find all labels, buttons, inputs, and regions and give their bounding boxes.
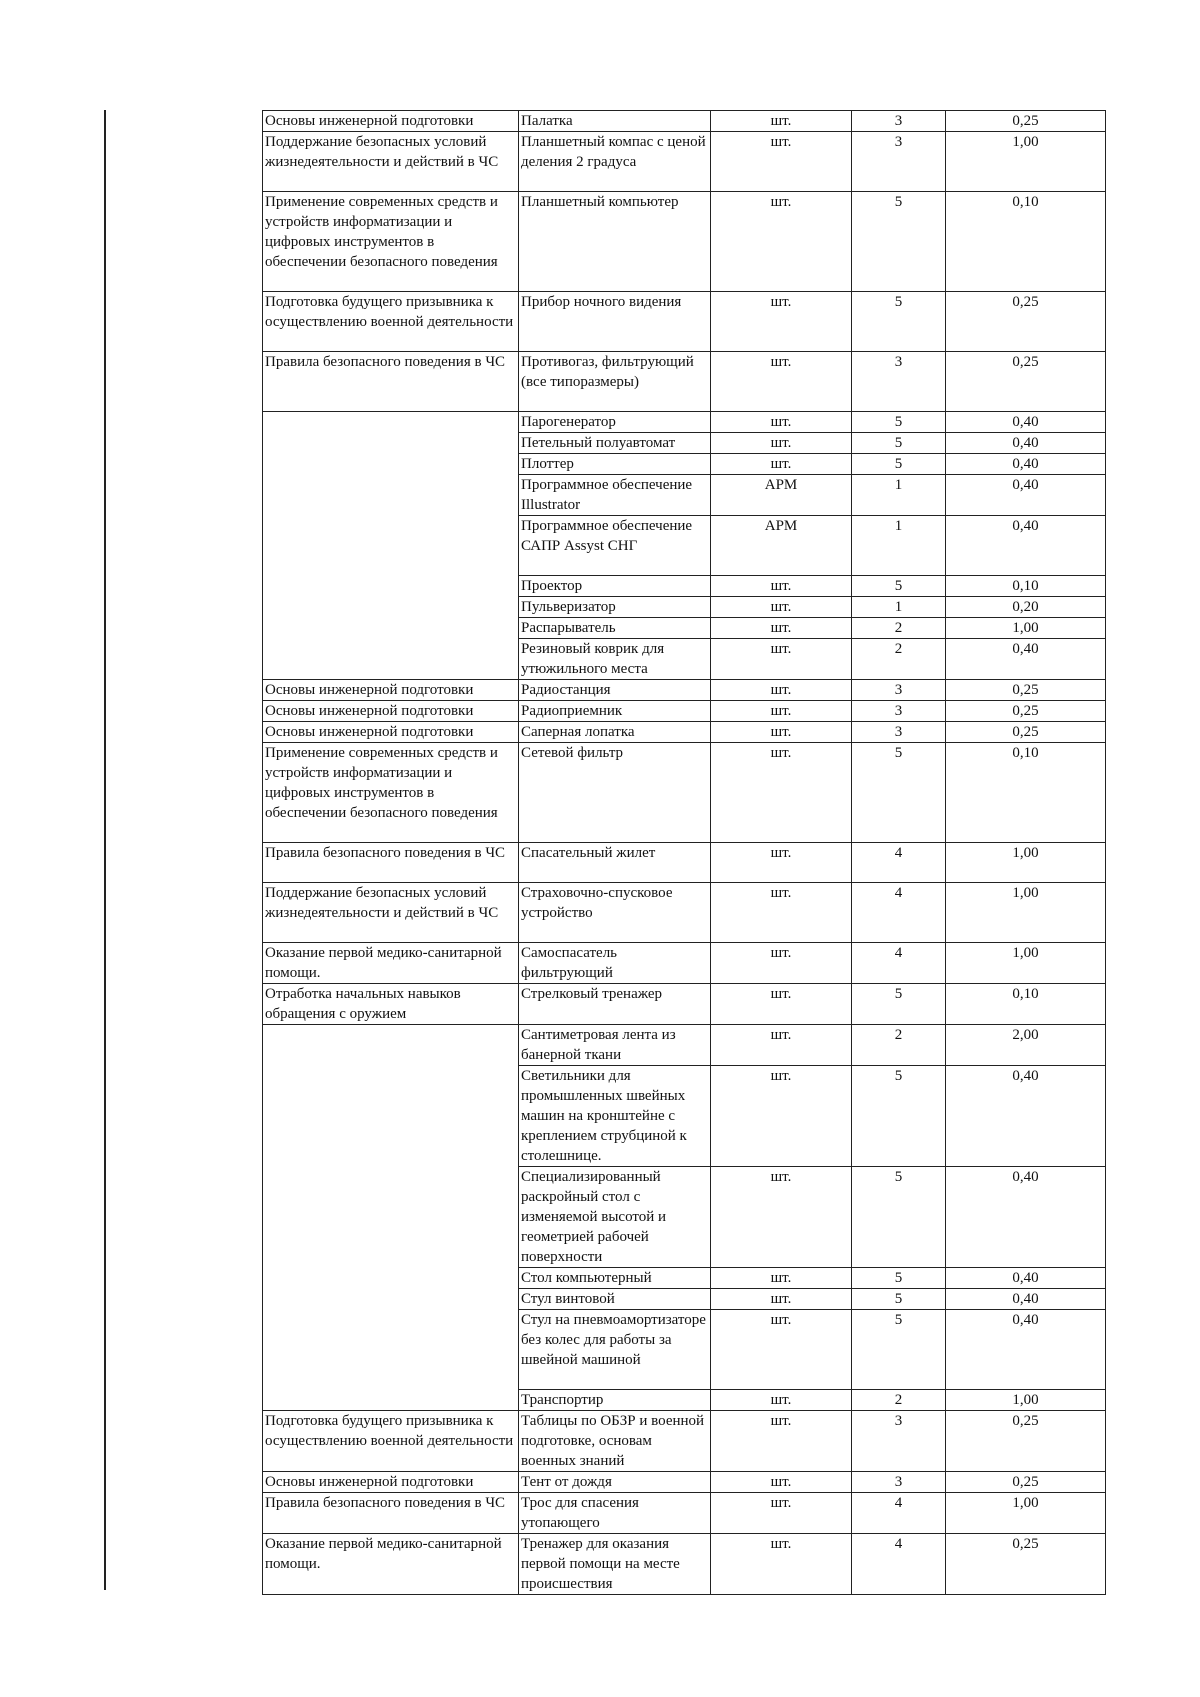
qty-cell: 4 (852, 1493, 946, 1534)
item-cell: Стул на пневмоамортизаторе без колес для работы за швейной машиной (519, 1310, 711, 1390)
unit-cell: шт. (711, 292, 852, 352)
coef-cell: 0,40 (946, 475, 1106, 516)
qty-cell: 3 (852, 1411, 946, 1472)
table-row (263, 1411, 1106, 1472)
qty-cell: 5 (852, 576, 946, 597)
equipment-table (262, 110, 1106, 1595)
topic-cell: Правила безопасного поведения в ЧС (263, 1493, 519, 1534)
item-cell: Трос для спасения утопающего (519, 1493, 711, 1534)
qty-cell: 3 (852, 680, 946, 701)
item-cell: Спасательный жилет (519, 843, 711, 883)
coef-cell: 2,00 (946, 1025, 1106, 1066)
coef-cell: 0,10 (946, 192, 1106, 292)
coef-cell: 1,00 (946, 618, 1106, 639)
table-row (263, 352, 1106, 412)
qty-cell: 4 (852, 883, 946, 943)
qty-cell: 2 (852, 1390, 946, 1411)
qty-cell: 2 (852, 1025, 946, 1066)
coef-cell: 0,40 (946, 1289, 1106, 1310)
qty-cell: 2 (852, 639, 946, 680)
coef-cell: 1,00 (946, 843, 1106, 883)
qty-cell: 3 (852, 132, 946, 192)
coef-cell: 0,25 (946, 722, 1106, 743)
qty-cell: 5 (852, 1310, 946, 1390)
item-cell: Программное обеспечение САПР Assyst СНГ (519, 516, 711, 576)
topic-cell: Отработка начальных навыков обращения с оружием (263, 984, 519, 1025)
unit-cell: шт. (711, 1167, 852, 1268)
table-row (263, 883, 1106, 943)
table-row (263, 1493, 1106, 1534)
table-row (263, 843, 1106, 883)
topic-cell: Правила безопасного поведения в ЧС (263, 843, 519, 883)
coef-cell: 0,25 (946, 701, 1106, 722)
unit-cell: шт. (711, 943, 852, 984)
topic-cell: Подготовка будущего призывника к осуществлению военной деятельности (263, 1411, 519, 1472)
unit-cell: шт. (711, 984, 852, 1025)
topic-cell: Оказание первой медико-санитарной помощи. (263, 1534, 519, 1595)
item-cell: Сетевой фильтр (519, 743, 711, 843)
item-cell: Таблицы по ОБЗР и военной подготовке, основам военных знаний (519, 1411, 711, 1472)
coef-cell: 1,00 (946, 1390, 1106, 1411)
unit-cell: шт. (711, 1310, 852, 1390)
coef-cell: 0,25 (946, 1534, 1106, 1595)
item-cell: Сантиметровая лента из банерной ткани (519, 1025, 711, 1066)
coef-cell: 0,10 (946, 576, 1106, 597)
topic-cell: Применение современных средств и устройств информатизации и цифровых инструментов в обеспечении безопасного поведения (263, 743, 519, 843)
topic-cell: Основы инженерной подготовки (263, 680, 519, 701)
unit-cell: АРМ (711, 516, 852, 576)
topic-cell: Основы инженерной подготовки (263, 722, 519, 743)
coef-cell: 0,40 (946, 412, 1106, 433)
item-cell: Транспортир (519, 1390, 711, 1411)
unit-cell: шт. (711, 1066, 852, 1167)
unit-cell: шт. (711, 1289, 852, 1310)
unit-cell: шт. (711, 722, 852, 743)
qty-cell: 5 (852, 433, 946, 454)
unit-cell: шт. (711, 701, 852, 722)
table-row (263, 292, 1106, 352)
item-cell: Парогенератор (519, 412, 711, 433)
qty-cell: 3 (852, 701, 946, 722)
coef-cell: 0,40 (946, 1268, 1106, 1289)
topic-cell: Поддержание безопасных условий жизнедеятельности и действий в ЧС (263, 883, 519, 943)
item-cell: Резиновый коврик для утюжильного места (519, 639, 711, 680)
coef-cell: 0,40 (946, 1066, 1106, 1167)
coef-cell: 0,20 (946, 597, 1106, 618)
qty-cell: 4 (852, 843, 946, 883)
qty-cell: 5 (852, 192, 946, 292)
margin-line (104, 110, 106, 1590)
qty-cell: 5 (852, 454, 946, 475)
item-cell: Пульверизатор (519, 597, 711, 618)
unit-cell: шт. (711, 454, 852, 475)
item-cell: Саперная лопатка (519, 722, 711, 743)
unit-cell: шт. (711, 352, 852, 412)
item-cell: Планшетный компас с ценой деления 2 градуса (519, 132, 711, 192)
table-row (263, 943, 1106, 984)
topic-cell: Основы инженерной подготовки (263, 1472, 519, 1493)
qty-cell: 2 (852, 618, 946, 639)
item-cell: Распарыватель (519, 618, 711, 639)
coef-cell: 0,25 (946, 680, 1106, 701)
coef-cell: 0,25 (946, 111, 1106, 132)
unit-cell: шт. (711, 680, 852, 701)
item-cell: Петельный полуавтомат (519, 433, 711, 454)
unit-cell: шт. (711, 576, 852, 597)
coef-cell: 1,00 (946, 883, 1106, 943)
qty-cell: 5 (852, 984, 946, 1025)
table-row (263, 743, 1106, 843)
coef-cell: 1,00 (946, 1493, 1106, 1534)
coef-cell: 1,00 (946, 132, 1106, 192)
item-cell: Самоспасатель фильтрующий (519, 943, 711, 984)
qty-cell: 5 (852, 1066, 946, 1167)
item-cell: Палатка (519, 111, 711, 132)
table-row (263, 1472, 1106, 1493)
item-cell: Стул винтовой (519, 1289, 711, 1310)
table-row (263, 192, 1106, 292)
coef-cell: 0,25 (946, 292, 1106, 352)
qty-cell: 5 (852, 1268, 946, 1289)
table-row (263, 984, 1106, 1025)
qty-cell: 5 (852, 412, 946, 433)
unit-cell: шт. (711, 843, 852, 883)
unit-cell: шт. (711, 618, 852, 639)
item-cell: Специализированный раскройный стол с изменяемой высотой и геометрией рабочей поверхности (519, 1167, 711, 1268)
table-row (263, 1025, 1106, 1066)
unit-cell: шт. (711, 412, 852, 433)
unit-cell: шт. (711, 1534, 852, 1595)
item-cell: Стол компьютерный (519, 1268, 711, 1289)
topic-cell: Основы инженерной подготовки (263, 111, 519, 132)
table-row (263, 701, 1106, 722)
coef-cell: 0,10 (946, 984, 1106, 1025)
table-body (263, 111, 1106, 1595)
coef-cell: 0,10 (946, 743, 1106, 843)
unit-cell: шт. (711, 1390, 852, 1411)
qty-cell: 3 (852, 1472, 946, 1493)
qty-cell: 1 (852, 475, 946, 516)
table-row (263, 132, 1106, 192)
table-row (263, 412, 1106, 433)
coef-cell: 0,40 (946, 433, 1106, 454)
coef-cell: 0,25 (946, 352, 1106, 412)
unit-cell: шт. (711, 433, 852, 454)
unit-cell: шт. (711, 192, 852, 292)
item-cell: Прибор ночного видения (519, 292, 711, 352)
item-cell: Плоттер (519, 454, 711, 475)
item-cell: Планшетный компьютер (519, 192, 711, 292)
coef-cell: 0,40 (946, 1310, 1106, 1390)
item-cell: Радиоприемник (519, 701, 711, 722)
coef-cell: 0,40 (946, 454, 1106, 475)
unit-cell: шт. (711, 1493, 852, 1534)
qty-cell: 3 (852, 352, 946, 412)
coef-cell: 0,25 (946, 1472, 1106, 1493)
qty-cell: 5 (852, 743, 946, 843)
topic-cell (263, 1025, 519, 1411)
coef-cell: 0,40 (946, 516, 1106, 576)
table-row (263, 111, 1106, 132)
unit-cell: шт. (711, 639, 852, 680)
unit-cell: шт. (711, 1472, 852, 1493)
unit-cell: шт. (711, 132, 852, 192)
unit-cell: шт. (711, 1268, 852, 1289)
topic-cell (263, 412, 519, 680)
qty-cell: 1 (852, 516, 946, 576)
coef-cell: 0,25 (946, 1411, 1106, 1472)
qty-cell: 5 (852, 1289, 946, 1310)
unit-cell: шт. (711, 1025, 852, 1066)
topic-cell: Применение современных средств и устройств информатизации и цифровых инструментов в обеспечении безопасного поведения (263, 192, 519, 292)
item-cell: Светильники для промышленных швейных машин на кронштейне с креплением струбциной к столешнице. (519, 1066, 711, 1167)
topic-cell: Основы инженерной подготовки (263, 701, 519, 722)
qty-cell: 5 (852, 292, 946, 352)
item-cell: Стрелковый тренажер (519, 984, 711, 1025)
coef-cell: 1,00 (946, 943, 1106, 984)
unit-cell: шт. (711, 597, 852, 618)
item-cell: Радиостанция (519, 680, 711, 701)
item-cell: Противогаз, фильтрующий (все типоразмеры) (519, 352, 711, 412)
item-cell: Тент от дождя (519, 1472, 711, 1493)
coef-cell: 0,40 (946, 1167, 1106, 1268)
qty-cell: 5 (852, 1167, 946, 1268)
topic-cell: Подготовка будущего призывника к осуществлению военной деятельности (263, 292, 519, 352)
table-row (263, 680, 1106, 701)
item-cell: Проектор (519, 576, 711, 597)
table-row (263, 722, 1106, 743)
unit-cell: АРМ (711, 475, 852, 516)
table-row (263, 1534, 1106, 1595)
qty-cell: 4 (852, 1534, 946, 1595)
unit-cell: шт. (711, 111, 852, 132)
item-cell: Программное обеспечение Illustrator (519, 475, 711, 516)
unit-cell: шт. (711, 883, 852, 943)
unit-cell: шт. (711, 1411, 852, 1472)
item-cell: Страховочно-спусковое устройство (519, 883, 711, 943)
qty-cell: 3 (852, 722, 946, 743)
item-cell: Тренажер для оказания первой помощи на месте происшествия (519, 1534, 711, 1595)
topic-cell: Поддержание безопасных условий жизнедеятельности и действий в ЧС (263, 132, 519, 192)
unit-cell: шт. (711, 743, 852, 843)
coef-cell: 0,40 (946, 639, 1106, 680)
qty-cell: 1 (852, 597, 946, 618)
qty-cell: 4 (852, 943, 946, 984)
qty-cell: 3 (852, 111, 946, 132)
topic-cell: Оказание первой медико-санитарной помощи. (263, 943, 519, 984)
topic-cell: Правила безопасного поведения в ЧС (263, 352, 519, 412)
